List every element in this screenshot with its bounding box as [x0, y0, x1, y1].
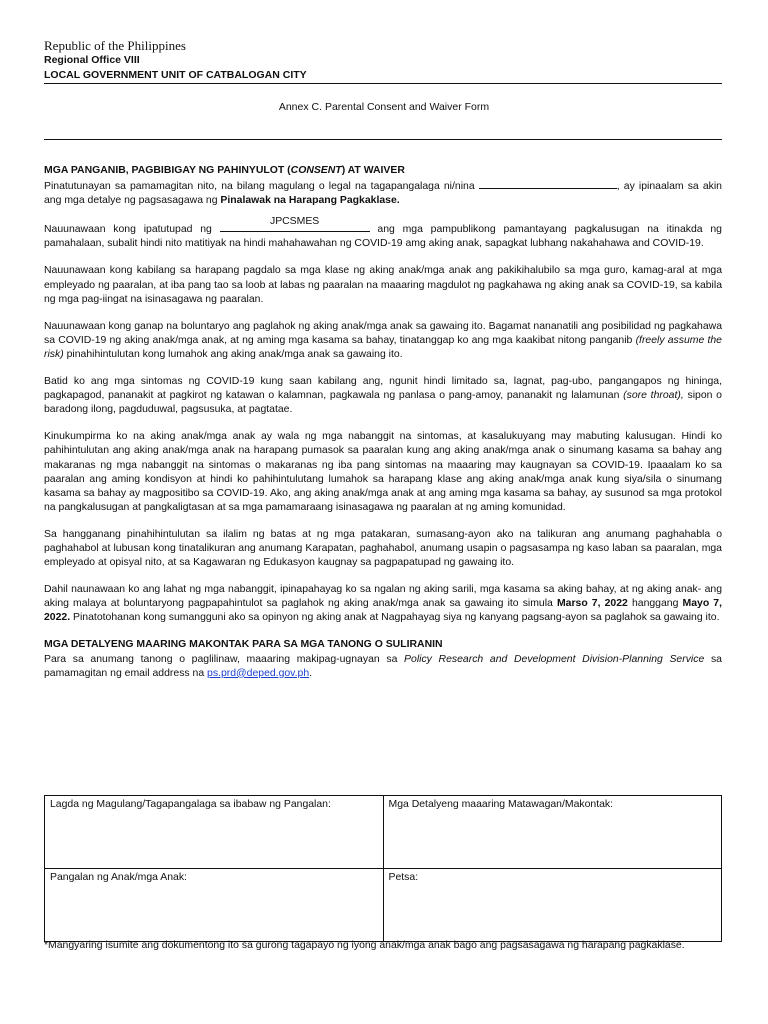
form-body	[44, 164, 722, 681]
parent-signature-cell[interactable]	[45, 796, 384, 869]
header-republic: Republic of the Philippines	[44, 38, 186, 53]
section-risks-paragraph-1: MGA PANGANIB, PAGBIBIGAY NG PAHINYULOT (CONSENT) AT WAIVER Pinatutunayan sa pamamagitan nito, na bilang magulang o legal na tagapangalaga ni/nina , ay ipinaalam sa akin ang mga detalye ng pagsasagawa ng Pinalawak na Harapang Pagkaklase.	[44, 165, 722, 207]
contact-email-link[interactable]: ps.prd@deped.gov.ph	[207, 667, 310, 679]
section-contact-heading: MGA DETALYENG MAARING MAKONTAK PARA SA MGA TANONG O SULIRANIN	[44, 639, 443, 651]
title-divider	[44, 139, 722, 140]
date-cell[interactable]	[383, 869, 722, 942]
form-title: Annex C. Parental Consent and Waiver Form	[278, 101, 490, 113]
date-label: Petsa:	[388, 872, 419, 883]
header-regional-office: Regional Office VIII	[44, 54, 140, 66]
section-risks-paragraph-3: Nauunawaan kong kabilang sa harapang pagdalo sa mga klase ng aking anak/mga anak ang pakikihalubilo sa mga guro, kamag-aral at mga empleyado ng paaralan, at iba pang tao sa loob at labas ng paaralan na maaaring magdulot ng pagkahawa ng aking anak sa COVID-19, sa kabila ng mga pag-iingat na isinasagawa ng paaralan.	[44, 265, 722, 305]
parent-signature-label: Lagda ng Magulang/Tagapangalaga sa ibabaw ng Pangalan:	[50, 799, 331, 810]
section-contact-paragraph: MGA DETALYENG MAARING MAKONTAK PARA SA MGA TANONG O SULIRANIN Para sa anumang tanong o paglilinaw, maaaring makipag-ugnayan sa Policy Research and Development Division-Planning Service sa pamamagitan ng email address na ps.prd@deped.gov.ph.	[44, 639, 722, 679]
student-name-blank[interactable]	[479, 178, 617, 189]
section-risks-paragraph-7: Sa hangganang pinahihintulutan sa ilalim ng batas at ng mga patakaran, sumasang-ayon ako na talikuran ang anumang paghahabla o paghahabol at lubusan kong tinatalikuran ang anumang Karapatan, paghahabol, anumang usapin o pagsasampa ng kaso laban sa paaralan, mga empleyado at opisyal nito, at sa Kagawaran ng Edukasyon kaugnay sa pagpapatupad ng gawaing ito.	[44, 528, 722, 569]
header-lgu: LOCAL GOVERNMENT UNIT OF CATBALOGAN CITY	[44, 69, 307, 81]
header-divider	[44, 83, 722, 84]
school-name-value: JPCSMES	[269, 216, 320, 228]
section-risks-paragraph-8: Dahil naunawaan ko ang lahat ng mga nabanggit, ipinapahayag ko sa ngalan ng aking sarili, mga kasama sa aking bahay, at ng aking anak- ang aking malaya at boluntaryong pagpapahintulot sa paglahok ng aking anak/mga anak sa gawaing ito simula Marso 7, 2022 hanggang Mayo 7, 2022. Pinatotohanan kong sumangguni ako sa opinyon ng aking anak at Nagpahayag siya ng kanyang pagsang-ayon sa paglahok sa gawaing ito.	[44, 584, 723, 624]
school-name-blank[interactable]	[220, 216, 370, 232]
section-risks-paragraph-4: Nauunawaan kong ganap na boluntaryo ang paglahok ng aking anak/mga anak sa gawaing ito. Bagamat nananatili ang posibilidad ng pagkahawa sa COVID-19 ng aking anak/mga anak, at ng aming mga kasama sa bahay, tinatanggap ko ang mga kaakibat nitong panganib (freely assume the risk) pinahihintulutan kong lumahok ang aking anak/mga anak sa gawaing ito.	[44, 320, 722, 360]
contact-details-label: Mga Detalyeng maaaring Matawagan/Makontak:	[388, 799, 614, 810]
section-risks-paragraph-2: Nauunawaan kong ipatutupad ng JPCSMES ang mga pampublikong pamantayang pagkalusugan na itinakda ng pamahalaan, subalit hindi nito matitiyak na hindi mahahawahan ng COVID-19 amg aking anak, sapagkat lubhang nakahahawa and COVID-19.	[44, 216, 722, 250]
child-name-cell[interactable]	[45, 869, 384, 942]
signature-table	[44, 795, 722, 942]
submission-footnote: *Mangyaring isumite ang dokumentong ito sa gurong tagapayo ng iyong anak/mga anak bago ang pagsasagawa ng harapang pagkaklase.	[44, 940, 685, 951]
section-risks-paragraph-5: Batid ko ang mga sintomas ng COVID-19 kung saan kabilang ang, ngunit hindi limitado sa, lagnat, pag-ubo, pangangapos ng hininga, pagkapagod, pananakit at pagkirot ng katawan o kalamnan, pagkawala ng panlasa o pang-amoy, pananakit ng lalamunan (sore throat), sipon o baradong ilong, pagduduwal, pagsusuka, at pagtatae.	[44, 376, 722, 416]
child-name-label: Pangalan ng Anak/mga Anak:	[50, 872, 187, 883]
section-risks-paragraph-6: Kinukumpirma ko na aking anak/mga anak ay wala ng mga nabanggit na sintomas, at kasalukuyang may mabuting kalusugan. Hindi ko pahihintulutan ang aking anak/mga anak na harapang pumasok sa paaralan kung ang aking anak/mga anak o sinumang kasama sa bahay ang makaranas ng mga nabanggit na sintomas o makaranas ng iba pang sintomas na maaaring may kaugnayan sa COVID-19. Ipaaalam ko sa paaralan ang aming kondisyon at hindi ko pahihintulutang lumahok sa harapang klase ang aking anak/mga anak kung siya/sila o sinumang kasama sa bahay ay magpositibo sa COVID-19. Ako, ang aking anak/mga anak at ang aming mga kasama sa bahay, ay susunod sa mga protokol na pangkalusugan at pangkaligtasan at sa mga pamamaraang isinasagawa ng paaralan at ng aming komunidad.	[44, 431, 722, 513]
section-risks-heading: MGA PANGANIB, PAGBIBIGAY NG PAHINYULOT (CONSENT) AT WAIVER	[44, 165, 405, 176]
contact-details-cell[interactable]	[383, 796, 722, 869]
